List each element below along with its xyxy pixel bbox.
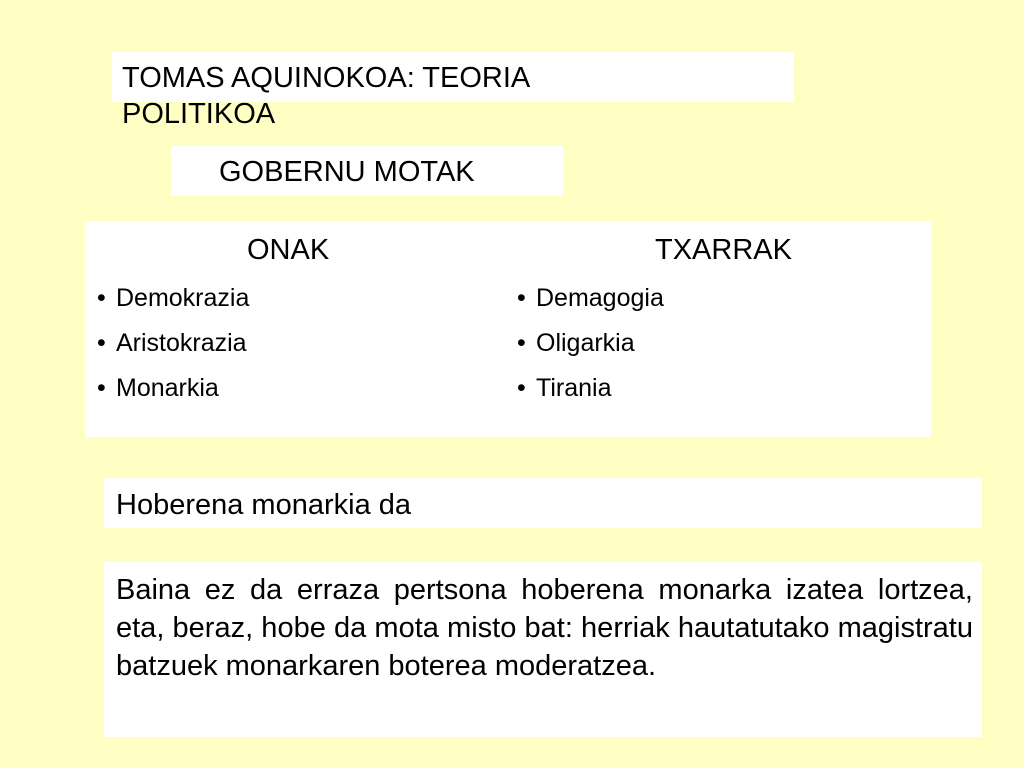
list-item-label: Demokrazia	[116, 284, 250, 312]
conclusion-box	[104, 478, 982, 528]
slide-subtitle: GOBERNU MOTAK	[219, 156, 475, 188]
bullet-icon: •	[97, 374, 106, 402]
conclusion-text: Hoberena monarkia da	[116, 489, 412, 521]
subtitle-box	[171, 146, 563, 196]
bad-list	[517, 283, 664, 418]
government-types-table	[85, 221, 931, 437]
list-item	[517, 328, 664, 373]
list-item	[517, 283, 664, 328]
bullet-icon: •	[517, 329, 526, 357]
bullet-icon: •	[97, 329, 106, 357]
slide-title: TOMAS AQUINOKOA: TEORIA POLITIKOA	[122, 62, 529, 130]
bullet-icon: •	[517, 374, 526, 402]
explanation-paragraph: Baina ez da erraza pertsona hoberena monarka izatea lortzea, eta, beraz, hobe da mota misto bat: herriak hautatutako magistratu batzuek monarkaren boterea moderatzea.	[116, 574, 973, 682]
list-item-label: Tirania	[536, 374, 612, 402]
list-item	[97, 283, 249, 328]
list-item-label: Aristokrazia	[116, 329, 247, 357]
bullet-icon: •	[97, 284, 106, 312]
list-item	[97, 328, 249, 373]
list-item	[97, 373, 249, 418]
good-list	[97, 283, 249, 418]
list-item-label: Demagogia	[536, 284, 664, 312]
list-item	[517, 373, 664, 418]
title-box	[112, 52, 794, 130]
bad-column-header: TXARRAK	[655, 234, 792, 266]
list-item-label: Monarkia	[116, 374, 219, 402]
good-column-header: ONAK	[247, 234, 330, 266]
paragraph-box	[104, 562, 982, 737]
list-item-label: Oligarkia	[536, 329, 635, 357]
bullet-icon: •	[517, 284, 526, 312]
